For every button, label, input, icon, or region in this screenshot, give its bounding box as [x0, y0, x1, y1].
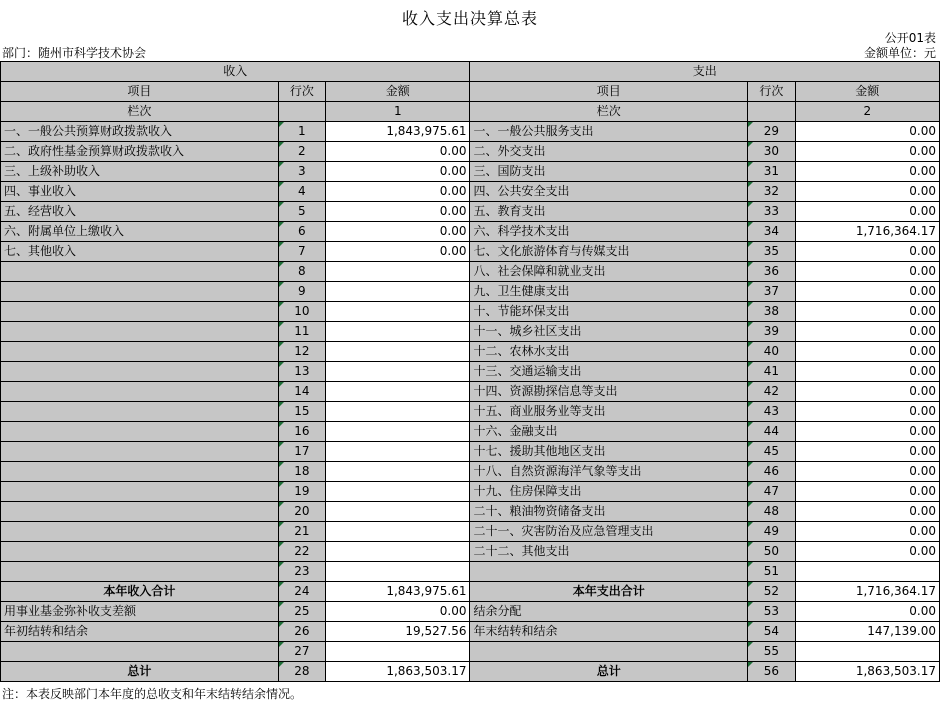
expense-amount-cell: 0.00: [795, 262, 939, 282]
income-amount-cell: [326, 562, 470, 582]
income-item-cell: [1, 402, 279, 422]
expense-line-cell: 40: [748, 342, 795, 362]
expense-item-cell: 年末结转和结余: [470, 622, 748, 642]
expense-line-cell: 37: [748, 282, 795, 302]
income-item-cell: 用事业基金弥补收支差额: [1, 602, 279, 622]
expense-line-cell: 45: [748, 442, 795, 462]
expense-line-cell: 50: [748, 542, 795, 562]
expense-amount-cell: 0.00: [795, 382, 939, 402]
income-line-cell: 4: [278, 182, 325, 202]
table-row: [1, 262, 940, 282]
expense-amount-cell: 0.00: [795, 182, 939, 202]
table-row: [1, 382, 940, 402]
income-line-cell: 24: [278, 582, 325, 602]
expense-item-cell: 三、国防支出: [470, 162, 748, 182]
income-column-label-spacer: [278, 102, 325, 122]
income-item-cell: 二、政府性基金预算财政拨款收入: [1, 142, 279, 162]
table-column-number-row: [1, 102, 940, 122]
table-row: [1, 602, 940, 622]
expense-column-label: 栏次: [470, 102, 748, 122]
expense-line-cell: 47: [748, 482, 795, 502]
table-row: [1, 342, 940, 362]
income-item-cell: 四、事业收入: [1, 182, 279, 202]
expense-line-cell: 31: [748, 162, 795, 182]
expense-amount-cell: 0.00: [795, 502, 939, 522]
expense-item-cell: 二、外交支出: [470, 142, 748, 162]
income-item-cell: 本年收入合计: [1, 582, 279, 602]
expense-line-cell: 48: [748, 502, 795, 522]
income-line-cell: 15: [278, 402, 325, 422]
income-amount-cell: [326, 322, 470, 342]
income-amount-cell: [326, 402, 470, 422]
income-item-cell: [1, 262, 279, 282]
income-group-header: 收入: [1, 62, 470, 82]
expense-line-cell: 51: [748, 562, 795, 582]
form-code: 公开01表: [884, 31, 936, 45]
table-row: [1, 242, 940, 262]
expense-item-cell: 十一、城乡社区支出: [470, 322, 748, 342]
income-amount-cell: 1,843,975.61: [326, 122, 470, 142]
income-item-cell: 三、上级补助收入: [1, 162, 279, 182]
expense-line-header: 行次: [748, 82, 795, 102]
expense-item-cell: 八、社会保障和就业支出: [470, 262, 748, 282]
income-line-cell: 16: [278, 422, 325, 442]
income-item-cell: [1, 462, 279, 482]
income-item-cell: [1, 502, 279, 522]
expense-amount-cell: 0.00: [795, 402, 939, 422]
income-amount-cell: 0.00: [326, 222, 470, 242]
expense-amount-cell: [795, 642, 939, 662]
expense-amount-cell: 147,139.00: [795, 622, 939, 642]
income-amount-cell: [326, 422, 470, 442]
expense-amount-cell: 0.00: [795, 422, 939, 442]
expense-amount-cell: 0.00: [795, 162, 939, 182]
income-item-cell: [1, 442, 279, 462]
department-name: 部门：随州市科学技术协会: [2, 46, 147, 60]
expense-item-cell: 十四、资源勘探信息等支出: [470, 382, 748, 402]
expense-group-header: 支出: [470, 62, 940, 82]
expense-item-cell: 七、文化旅游体育与传媒支出: [470, 242, 748, 262]
expense-item-cell: 十三、交通运输支出: [470, 362, 748, 382]
income-amount-cell: [326, 362, 470, 382]
income-item-cell: 一、一般公共预算财政拨款收入: [1, 122, 279, 142]
expense-amount-cell: 0.00: [795, 522, 939, 542]
income-amount-cell: [326, 642, 470, 662]
income-line-cell: 8: [278, 262, 325, 282]
income-amount-cell: [326, 522, 470, 542]
income-line-cell: 1: [278, 122, 325, 142]
table-row: [1, 482, 940, 502]
income-line-cell: 5: [278, 202, 325, 222]
income-item-cell: [1, 562, 279, 582]
expense-line-cell: 42: [748, 382, 795, 402]
income-item-cell: 五、经营收入: [1, 202, 279, 222]
expense-item-cell: 五、教育支出: [470, 202, 748, 222]
table-row: [1, 502, 940, 522]
income-item-cell: [1, 362, 279, 382]
expense-column-number: 2: [795, 102, 939, 122]
expense-item-cell: 总计: [470, 662, 748, 682]
income-line-cell: 12: [278, 342, 325, 362]
table-row: [1, 222, 940, 242]
expense-amount-cell: 0.00: [795, 462, 939, 482]
expense-line-cell: 30: [748, 142, 795, 162]
table-row: [1, 122, 940, 142]
expense-item-cell: 十六、金融支出: [470, 422, 748, 442]
table-row: [1, 522, 940, 542]
expense-column-label-spacer: [748, 102, 795, 122]
amount-unit-note: 金额单位：元: [863, 46, 936, 60]
expense-item-cell: 十、节能环保支出: [470, 302, 748, 322]
income-item-cell: [1, 282, 279, 302]
income-item-cell: 六、附属单位上缴收入: [1, 222, 279, 242]
income-line-cell: 6: [278, 222, 325, 242]
expense-item-cell: 十九、住房保障支出: [470, 482, 748, 502]
expense-line-cell: 32: [748, 182, 795, 202]
expense-line-cell: 39: [748, 322, 795, 342]
expense-item-cell: 六、科学技术支出: [470, 222, 748, 242]
income-line-cell: 21: [278, 522, 325, 542]
income-line-header: 行次: [278, 82, 325, 102]
income-amount-header: 金额: [326, 82, 470, 102]
income-amount-cell: [326, 342, 470, 362]
income-amount-cell: 1,863,503.17: [326, 662, 470, 682]
income-amount-cell: 0.00: [326, 242, 470, 262]
income-amount-cell: 1,843,975.61: [326, 582, 470, 602]
income-line-cell: 22: [278, 542, 325, 562]
table-row: [1, 562, 940, 582]
income-line-cell: 3: [278, 162, 325, 182]
income-item-cell: 年初结转和结余: [1, 622, 279, 642]
table-row: [1, 142, 940, 162]
income-item-header: 项目: [1, 82, 279, 102]
income-amount-cell: 19,527.56: [326, 622, 470, 642]
income-item-cell: 七、其他收入: [1, 242, 279, 262]
income-line-cell: 20: [278, 502, 325, 522]
expense-amount-cell: [795, 562, 939, 582]
expense-amount-cell: 0.00: [795, 282, 939, 302]
expense-line-cell: 29: [748, 122, 795, 142]
income-amount-cell: 0.00: [326, 162, 470, 182]
income-line-cell: 27: [278, 642, 325, 662]
expense-amount-cell: 0.00: [795, 442, 939, 462]
income-amount-cell: [326, 482, 470, 502]
income-amount-cell: [326, 282, 470, 302]
expense-line-cell: 53: [748, 602, 795, 622]
expense-amount-cell: 0.00: [795, 122, 939, 142]
table-row: [1, 302, 940, 322]
income-line-cell: 14: [278, 382, 325, 402]
expense-amount-cell: 1,863,503.17: [795, 662, 939, 682]
income-amount-cell: [326, 502, 470, 522]
income-item-cell: [1, 482, 279, 502]
table-row: [1, 642, 940, 662]
expense-amount-cell: 0.00: [795, 142, 939, 162]
expense-item-cell: 十八、自然资源海洋气象等支出: [470, 462, 748, 482]
income-line-cell: 9: [278, 282, 325, 302]
income-amount-cell: [326, 462, 470, 482]
income-line-cell: 2: [278, 142, 325, 162]
expense-item-header: 项目: [470, 82, 748, 102]
table-row: [1, 442, 940, 462]
income-item-cell: [1, 642, 279, 662]
income-line-cell: 28: [278, 662, 325, 682]
table-row: [1, 282, 940, 302]
expense-amount-cell: 0.00: [795, 242, 939, 262]
income-item-cell: [1, 382, 279, 402]
income-line-cell: 19: [278, 482, 325, 502]
table-row: [1, 582, 940, 602]
income-amount-cell: [326, 382, 470, 402]
table-row: [1, 322, 940, 342]
expense-item-cell: 四、公共安全支出: [470, 182, 748, 202]
expense-line-cell: 55: [748, 642, 795, 662]
expense-item-cell: 十七、援助其他地区支出: [470, 442, 748, 462]
table-group-header-row: [1, 62, 940, 82]
expense-item-cell: 一、一般公共服务支出: [470, 122, 748, 142]
income-amount-cell: [326, 542, 470, 562]
income-line-cell: 18: [278, 462, 325, 482]
expense-amount-cell: 0.00: [795, 322, 939, 342]
income-line-cell: 10: [278, 302, 325, 322]
form-code-row: [0, 31, 940, 46]
expense-item-cell: [470, 642, 748, 662]
expense-line-cell: 54: [748, 622, 795, 642]
expense-line-cell: 34: [748, 222, 795, 242]
expense-line-cell: 41: [748, 362, 795, 382]
expense-amount-cell: 0.00: [795, 602, 939, 622]
expense-amount-header: 金额: [795, 82, 939, 102]
page-title: 收入支出决算总表: [401, 9, 538, 28]
income-item-cell: [1, 342, 279, 362]
expense-line-cell: 44: [748, 422, 795, 442]
table-row: [1, 202, 940, 222]
income-item-cell: [1, 302, 279, 322]
expense-amount-cell: 0.00: [795, 482, 939, 502]
income-amount-cell: [326, 442, 470, 462]
expense-line-cell: 35: [748, 242, 795, 262]
income-item-cell: [1, 322, 279, 342]
income-item-cell: [1, 522, 279, 542]
table-row: [1, 662, 940, 682]
expense-amount-cell: 1,716,364.17: [795, 222, 939, 242]
table-row: [1, 182, 940, 202]
expense-item-cell: 结余分配: [470, 602, 748, 622]
income-line-cell: 25: [278, 602, 325, 622]
expense-amount-cell: 0.00: [795, 302, 939, 322]
budget-table: [0, 61, 940, 682]
expense-item-cell: 二十二、其他支出: [470, 542, 748, 562]
table-row: [1, 422, 940, 442]
table-row: [1, 402, 940, 422]
table-column-header-row: [1, 82, 940, 102]
income-amount-cell: [326, 262, 470, 282]
expense-amount-cell: 0.00: [795, 202, 939, 222]
expense-item-cell: [470, 562, 748, 582]
income-amount-cell: [326, 302, 470, 322]
income-item-cell: [1, 542, 279, 562]
expense-item-cell: 二十、粮油物资储备支出: [470, 502, 748, 522]
income-line-cell: 17: [278, 442, 325, 462]
income-column-label: 栏次: [1, 102, 279, 122]
income-line-cell: 11: [278, 322, 325, 342]
expense-line-cell: 52: [748, 582, 795, 602]
income-amount-cell: 0.00: [326, 602, 470, 622]
income-item-cell: [1, 422, 279, 442]
expense-amount-cell: 0.00: [795, 362, 939, 382]
income-line-cell: 26: [278, 622, 325, 642]
table-row: [1, 462, 940, 482]
income-line-cell: 7: [278, 242, 325, 262]
expense-line-cell: 36: [748, 262, 795, 282]
expense-item-cell: 十二、农林水支出: [470, 342, 748, 362]
expense-line-cell: 33: [748, 202, 795, 222]
income-column-number: 1: [326, 102, 470, 122]
expense-item-cell: 九、卫生健康支出: [470, 282, 748, 302]
expense-item-cell: 本年支出合计: [470, 582, 748, 602]
expense-amount-cell: 1,716,364.17: [795, 582, 939, 602]
income-amount-cell: 0.00: [326, 142, 470, 162]
expense-item-cell: 二十一、灾害防治及应急管理支出: [470, 522, 748, 542]
income-line-cell: 13: [278, 362, 325, 382]
footnote: 注：本表反映部门本年度的总收支和年末结转结余情况。: [2, 687, 303, 701]
meta-row: [0, 46, 940, 61]
expense-amount-cell: 0.00: [795, 542, 939, 562]
table-row: [1, 542, 940, 562]
expense-line-cell: 56: [748, 662, 795, 682]
expense-item-cell: 十五、商业服务业等支出: [470, 402, 748, 422]
table-row: [1, 362, 940, 382]
income-amount-cell: 0.00: [326, 202, 470, 222]
expense-line-cell: 38: [748, 302, 795, 322]
income-line-cell: 23: [278, 562, 325, 582]
expense-line-cell: 49: [748, 522, 795, 542]
income-amount-cell: 0.00: [326, 182, 470, 202]
expense-line-cell: 46: [748, 462, 795, 482]
table-row: [1, 622, 940, 642]
income-item-cell: 总计: [1, 662, 279, 682]
table-row: [1, 162, 940, 182]
expense-line-cell: 43: [748, 402, 795, 422]
expense-amount-cell: 0.00: [795, 342, 939, 362]
